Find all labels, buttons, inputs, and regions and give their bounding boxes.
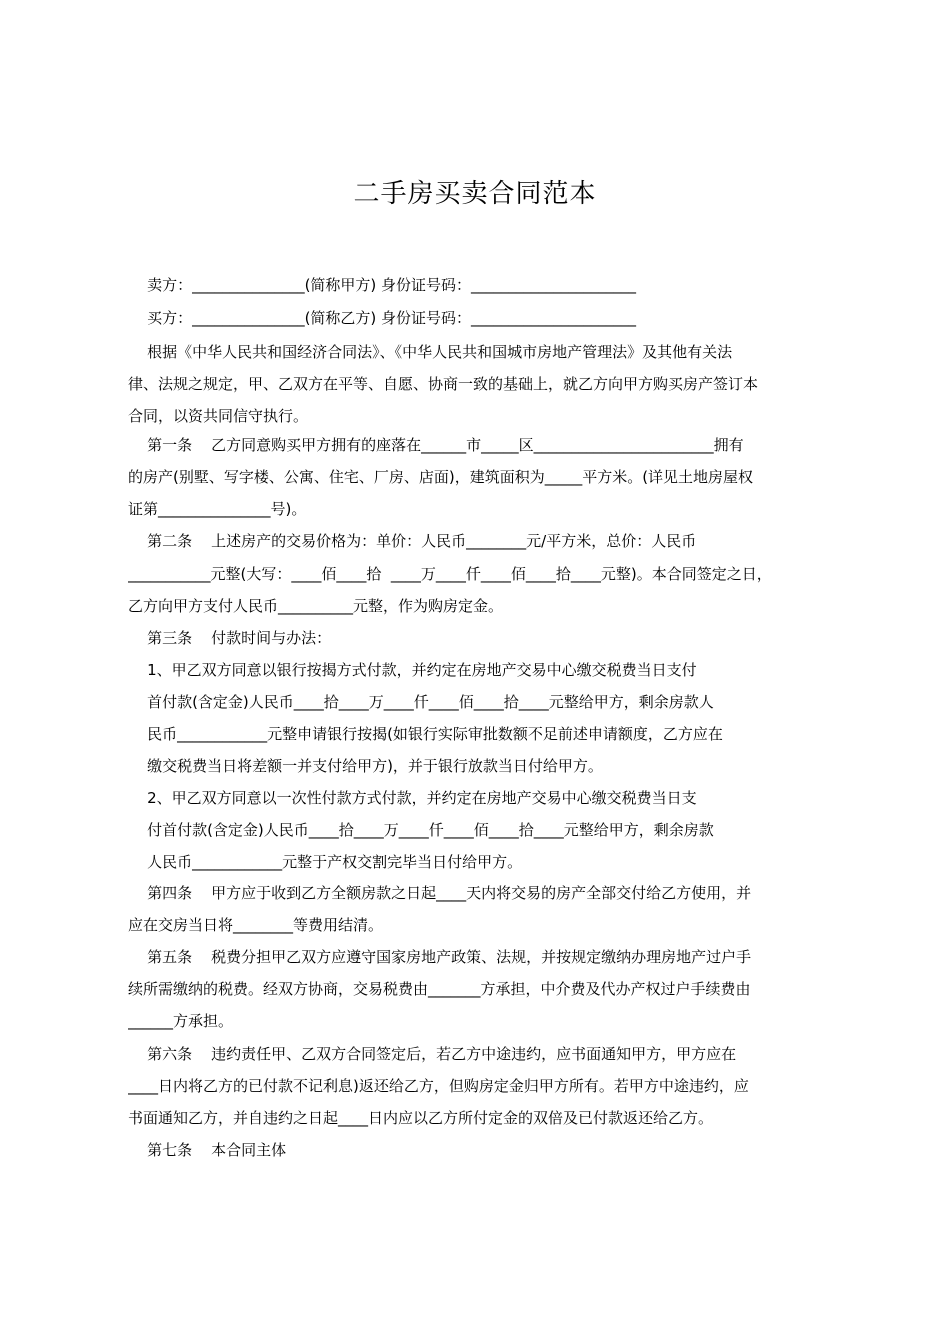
article-2-line-2: ___________元整(大写：____佰____拾 ____万____仟____佰____拾____元整)。本合同签定之日， [128,565,772,583]
article-5-line-2: 续所需缴纳的税费。经双方协商，交易税费由_______方承担，中介费及代办产权过户手续费由 [128,980,751,998]
article-6-line-3: 书面通知乙方，并自违约之日起____日内应以乙方所付定金的双倍及已付款返还给乙方。 [128,1109,714,1127]
article-3-item-1-line-1: 1、甲乙双方同意以银行按揭方式付款，并约定在房地产交易中心缴交税费当日支付 [128,661,697,679]
article-2-line-1: 第二条 上述房产的交易价格为：单价：人民币________元/平方米，总价：人民币 [128,532,697,550]
article-3-item-1-line-4: 缴交税费当日将差额一并支付给甲方)，并于银行放款当日付给甲方。 [128,757,603,775]
seller-line: 卖方：_______________(简称甲方) 身份证号码：______________________ [128,276,637,294]
article-7-heading: 第七条 本合同主体 [128,1141,287,1159]
article-6-line-1: 第六条 违约责任甲、乙双方合同签定后，若乙方中途违约，应书面通知甲方，甲方应在 [128,1045,737,1063]
article-5-line-1: 第五条 税费分担甲乙双方应遵守国家房地产政策、法规，并按规定缴纳办理房地产过户手 [128,948,752,966]
article-3-item-1-line-3: 民币____________元整申请银行按揭(如银行实际审批数额不足前述申请额度，乙方应在 [128,725,723,743]
article-2-line-3: 乙方向甲方支付人民币__________元整，作为购房定金。 [128,597,504,615]
article-3-item-2-line-3: 人民币____________元整于产权交割完毕当日付给甲方。 [128,853,523,871]
article-3-item-2-line-1: 2、甲乙双方同意以一次性付款方式付款，并约定在房地产交易中心缴交税费当日支 [128,789,697,807]
article-6-line-2: ____日内将乙方的已付款不记利息)返还给乙方，但购房定金归甲方所有。若甲方中途违约，应 [128,1077,749,1095]
article-4-line-2: 应在交房当日将________等费用结清。 [128,916,384,934]
article-1-line-3: 证第_______________号)。 [128,500,307,518]
article-1-line-1: 第一条 乙方同意购买甲方拥有的座落在______市_____区________________________拥有 [128,436,744,454]
preamble-line-2: 律、法规之规定，甲、乙双方在平等、自愿、协商一致的基础上，就乙方向甲方购买房产签订本 [128,375,759,393]
document-title: 二手房买卖合同范本 [353,179,597,209]
preamble-line-1: 根据《中华人民共和国经济合同法》、《中华人民共和国城市房地产管理法》及其他有关法 [128,343,733,361]
article-1-line-2: 的房产(别墅、写字楼、公寓、住宅、厂房、店面)，建筑面积为_____平方米。(详见土地房屋权 [128,468,754,486]
article-5-line-3: ______方承担。 [128,1012,234,1030]
article-3-heading: 第三条 付款时间与办法： [128,629,332,647]
article-3-item-1-line-2: 首付款(含定金)人民币____拾____万____仟____佰____拾____元整给甲方，剩余房款人 [128,693,714,711]
article-3-item-2-line-2: 付首付款(含定金)人民币____拾____万____仟____佰____拾____元整给甲方，剩余房款 [128,821,714,839]
preamble-line-3: 合同，以资共同信守执行。 [128,407,309,425]
article-4-line-1: 第四条 甲方应于收到乙方全额房款之日起____天内将交易的房产全部交付给乙方使用，并 [128,884,752,902]
buyer-line: 买方：_______________(简称乙方) 身份证号码：______________________ [128,309,637,327]
